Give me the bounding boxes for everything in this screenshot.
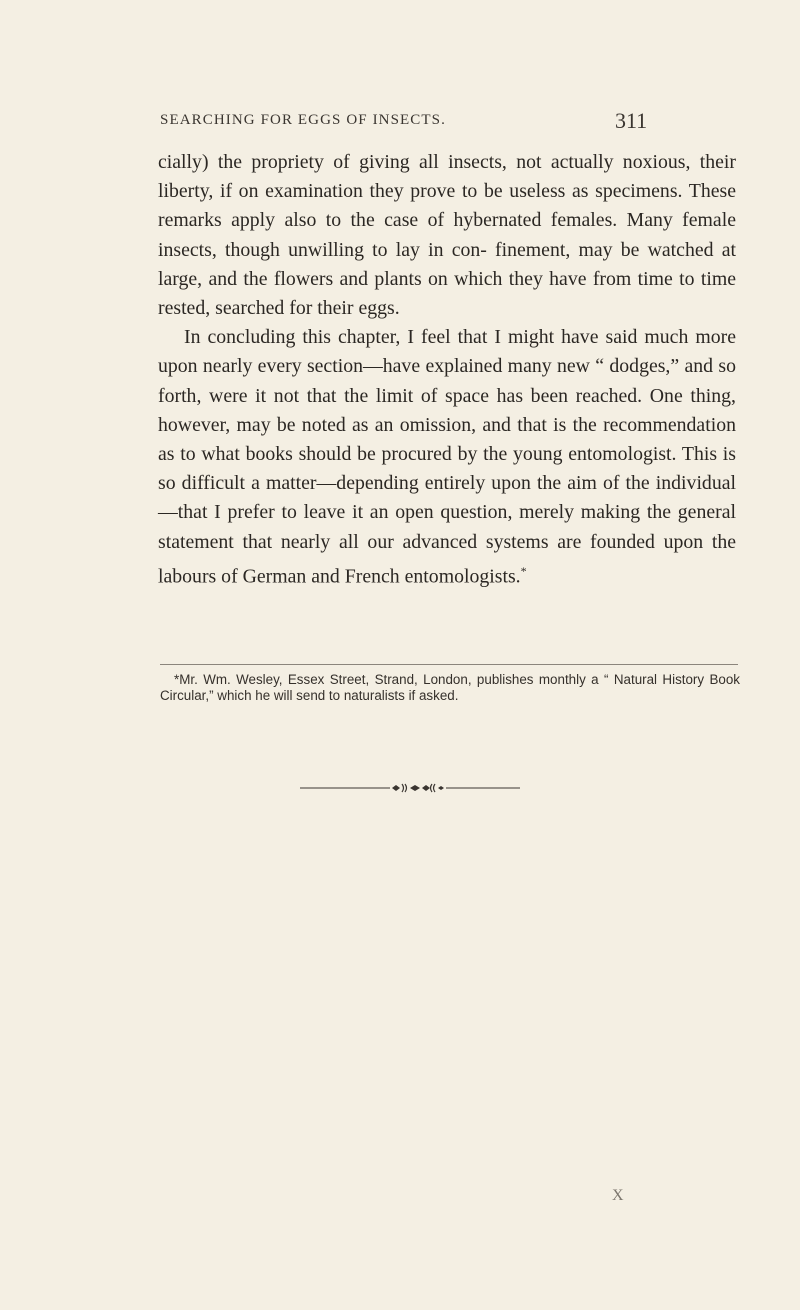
tailpiece-ornament-icon (300, 780, 520, 796)
footnote-text: *Mr. Wm. Wesley, Essex Street, Strand, London, publishes monthly a “ Natural History Book Circular,” which he will send to naturalists if asked. (160, 672, 740, 703)
footnote-marker: * (520, 563, 527, 578)
paragraph-2-text: In concluding this chapter, I feel that I might have said much more upon nearly every section—have explained many new “ dodges,” and so forth, were it not that the limit of space has been reached. One thing, however, may be noted as an omission, and that is the recommendation as to what books should be procured by the young entomologist. This is so difficult a matter—depending entirely upon the aim of the individual—that I prefer to leave it an open question, merely making the general statement that nearly all our advanced systems are founded upon the labours of German and French entomologists. (158, 326, 736, 588)
footnote-divider (160, 664, 738, 665)
signature-mark: X (612, 1187, 624, 1204)
paragraph-2 (158, 323, 736, 591)
body-text (158, 148, 736, 592)
page-number: 311 (615, 108, 648, 133)
footnote (160, 672, 740, 704)
paragraph-1: cially) the propriety of giving all insects, not actually noxious, their liberty, if on examination they prove to be useless as specimens. These remarks apply also to the case of hybernated females. Many female insects, though unwilling to lay in con- finement, may be watched at large, and the flowers and plants on which they have from time to time rested, searched for their eggs. (158, 151, 736, 320)
running-head: SEARCHING FOR EGGS OF INSECTS. (160, 112, 446, 128)
